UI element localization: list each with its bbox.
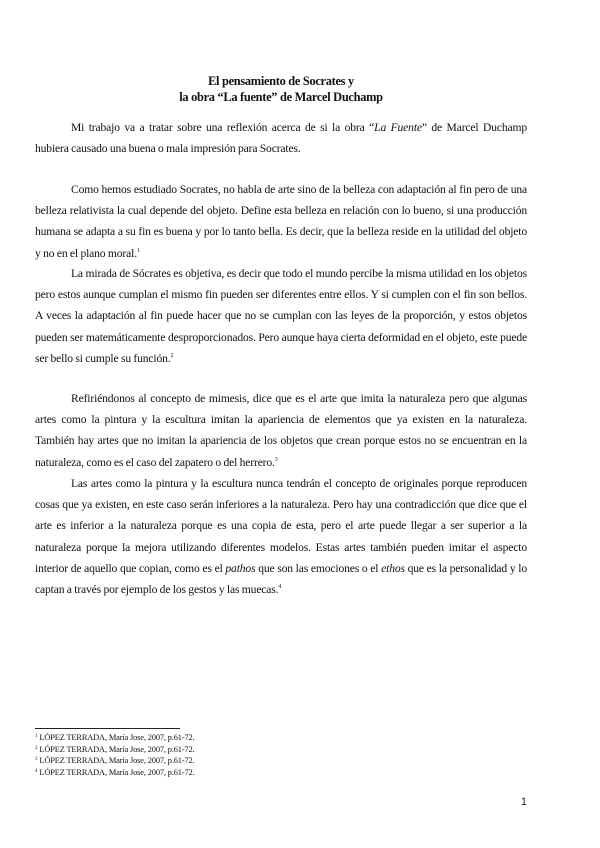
title-line-2: la obra “La fuente” de Marcel Duchamp: [179, 90, 383, 104]
term-pathos: pathos: [225, 561, 256, 575]
paragraph-intro-text-b: ” de Marcel Duchamp hubiera causado una buena o mala impresión para Socrates.: [35, 121, 528, 156]
footnote-item: [35, 755, 527, 767]
footnote-number: 4: [35, 768, 38, 774]
paragraph-objective-view-text: La mirada de Sócrates es objetiva, es decir que todo el mundo percibe la misma utilidad en los objetos pero estos aunque cumplan el mismo fin pueden ser diferentes entre ellos. Y si cumplen con el fin son bellos. A veces la adaptación al fin puede hacer que no se cumplan con las leyes de la proporción, y estos objetos pueden ser matemáticamente desproporcionados. Pero aunque haya cierta deformidad en el objeto, este puede ser bello si cumple su función.: [35, 267, 527, 365]
footnote-ref-4[interactable]: 4: [278, 584, 282, 591]
paragraph-mimesis-text: Refiriéndonos al concepto de mimesis, dice que es el arte que imita la naturaleza pero que algunas artes como la pintura y la escultura imitan la apariencia de elementos que ya existen en la naturaleza. También hay artes que no imitan la apariencia de los objetos que crean porque estos no se encuentran en la naturaleza, como es el caso del zapatero o del herrero.: [35, 392, 545, 469]
footnote-text: LÓPEZ TERRADA, María Jose, 2007, p.61-72.: [39, 767, 195, 777]
document-title: [35, 73, 527, 105]
footnote-text: LÓPEZ TERRADA, María Jose, 2007, p.61-72.: [39, 756, 195, 766]
paragraph-originals-text-c: que es la personalidad y lo captan a través por ejemplo de los gestos y las muecas.: [35, 561, 527, 597]
footnote-number: 1: [35, 734, 38, 739]
paragraph-originals: [35, 473, 527, 600]
footnote-ref-2[interactable]: 2: [170, 352, 174, 359]
paragraph-originals-text-a: Las artes como la pintura y la escultura nunca tendrán el concepto de originales porque reproducen cosas que ya existen, en este caso serán inferiores a la naturaleza. Pero hay una contradicción que dice que el arte es inferior a la naturaleza porque es una copia de esta, pero el arte puede llegar a ser superior a la naturaleza porque la mejora utilizando diferentes modelos. Estas artes también pueden imitar el aspecto interior de aquello que copian, como es el: [35, 477, 527, 575]
footnote-item: [35, 744, 527, 756]
paragraph-intro-text-a: Mi trabajo va a tratar sobre una reflexión acerca de si la obra “: [71, 121, 375, 134]
paragraph-beauty: [35, 179, 527, 264]
paragraph-mimesis: [35, 388, 545, 473]
footnote-text: LÓPEZ TERRADA, María Jose, 2007, p.61-72.: [39, 733, 195, 742]
document-page: [35, 0, 545, 848]
footnote-number: 2: [35, 745, 38, 751]
footnote-item: [35, 732, 527, 744]
footnote-ref-3[interactable]: 3: [274, 456, 278, 463]
footnote-text: LÓPEZ TERRADA, María Jose, 2007, p.61-72.: [39, 744, 195, 754]
page-number: 1: [520, 796, 527, 808]
footnote-divider: [35, 728, 180, 729]
artwork-title: La Fuente: [374, 121, 422, 134]
paragraph-originals-text-b: que son las emociones o el: [255, 561, 382, 575]
paragraph-intro: [35, 117, 527, 159]
paragraph-beauty-text: Como hemos estudiado Socrates, no habla de arte sino de la belleza con adaptación al fin pero de una belleza relativista la cual depende del objeto. Define esta belleza en relación con lo bueno, si una producción humana se adapta a su fin es buena y por lo tanto bella. Es decir, que la belleza reside en la utilidad del objeto y no en el plano moral.: [35, 183, 527, 260]
footnote-number: 3: [35, 757, 38, 763]
footnote-item: [35, 767, 527, 779]
footnote-ref-1[interactable]: 1: [136, 247, 140, 254]
paragraph-objective-view: [35, 263, 527, 369]
footnotes: [35, 732, 527, 778]
term-ethos: ethos: [381, 561, 405, 575]
title-line-1: El pensamiento de Socrates y: [208, 74, 354, 88]
